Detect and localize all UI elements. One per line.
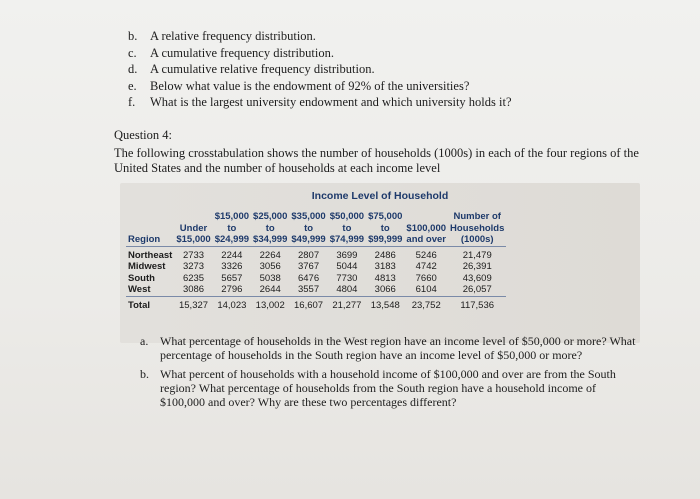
table-cell: 3086 [182,284,205,295]
table-cell: 3326 [221,261,243,272]
table-cell: 3056 [259,261,281,272]
list-item: a. What percentage of households in the West region have an income level of $50,000 or more? What percentage of households in the South region have an income level of $50,000 or more? [140,334,636,362]
table-cell: 23,752 [411,299,441,311]
list-item: c. A cumulative frequency distribution. [128,45,334,60]
table-cell: 4813 [374,272,396,284]
table-row [126,284,506,296]
table-cell: 43,609 [462,272,492,284]
table-cell: 26,057 [462,284,492,295]
table-cell: 21,277 [332,299,362,311]
list-item: b. What percent of households with a household income of $100,000 and over are from the South region? What percentage of households from the South region have a household income of $100,000 and over? Why are these two percentages different? [140,367,616,409]
table-cell: 117,536 [460,299,495,311]
previous-question-items [128,28,512,111]
list-item: f. What is the largest university endowment and which university holds it? [128,95,512,109]
table-cell: 3699 [336,249,358,261]
table-cell: 3066 [374,284,396,295]
crosstab-table [126,211,506,311]
table-cell: 4742 [415,261,437,272]
row-label: Northeast [128,249,173,261]
table-cell: 6104 [415,284,437,295]
table-cell: 13,002 [255,299,285,311]
table-header-row [126,211,506,246]
row-label: West [128,284,151,295]
question-subparts [140,334,640,414]
col-header-35000-49999: $35,000 to $49,999 [291,211,326,245]
table-cell: 2796 [221,284,243,295]
table-cell: 6476 [297,272,320,284]
row-label: Total [128,299,150,311]
col-header-under-15000: Under $15,000 [176,222,211,245]
table-cell: 21,479 [462,249,492,261]
list-item: e. Below what value is the endowment of 92% of the universities? [128,78,470,93]
question-heading: Question 4: [114,128,172,142]
table-title: Income Level of Household [311,190,449,202]
table-cell: 26,391 [462,261,492,272]
col-header-100000-over: $100,000 and over [406,222,447,245]
table-cell: 2264 [259,249,281,261]
table-cell: 14,023 [217,299,247,311]
table-total-row [126,296,506,311]
table-row [126,246,506,261]
table-cell: 3183 [374,261,396,272]
table-cell: 5657 [221,272,243,284]
table-cell: 5038 [259,272,281,284]
list-item: d. A cumulative relative frequency distribution. [128,62,375,76]
table-cell: 3273 [182,261,205,272]
table-cell: 7660 [415,272,437,284]
table-row [126,273,506,285]
table-cell: 6235 [182,272,205,284]
table-cell: 2244 [221,249,243,261]
table-cell: 5246 [415,249,437,261]
table-cell: 3557 [297,284,320,295]
col-header-region: Region [128,234,161,245]
crosstab-figure [120,183,640,343]
row-label: Midwest [128,261,166,272]
table-cell: 4804 [336,284,358,295]
row-label: South [128,272,155,284]
table-cell: 15,327 [178,299,209,311]
table-cell: 5044 [336,261,358,272]
table-cell: 7730 [336,272,358,284]
question-intro: The following crosstabulation shows the number of households (1000s) in each of the four regions of the United States and the number of households at each income level [114,146,639,175]
table-cell: 2733 [182,249,205,261]
col-header-households: Number of Households (1000s) [450,211,505,245]
table-cell: 2644 [259,284,281,295]
col-header-25000-34999: $25,000 to $34,999 [253,211,288,245]
table-cell: 2486 [374,249,396,261]
table-row [126,261,506,273]
col-header-50000-74999: $50,000 to $74,999 [329,211,365,245]
table-cell: 3767 [297,261,320,272]
col-header-15000-24999: $15,000 to $24,999 [214,211,250,245]
table-cell: 2807 [297,249,320,261]
table-cell: 16,607 [294,299,324,311]
list-item: b. A relative frequency distribution. [128,29,316,43]
table-cell: 13,548 [370,299,400,311]
col-header-75000-99999: $75,000 to $99,999 [368,211,403,245]
